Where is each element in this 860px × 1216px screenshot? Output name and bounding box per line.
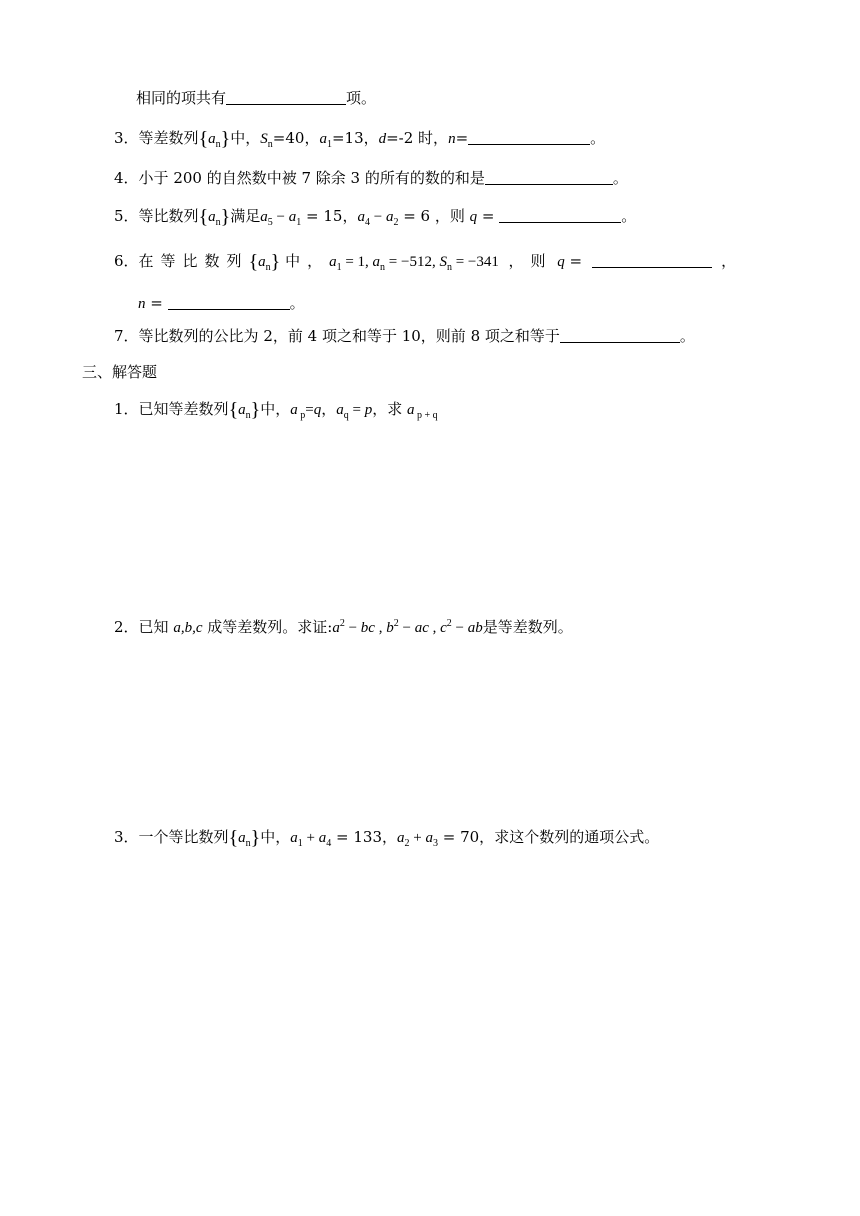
question-number: 2． bbox=[114, 618, 139, 636]
comma: ， bbox=[721, 252, 737, 270]
question-text: 一个等比数列 bbox=[138, 828, 229, 846]
answer-question-1 bbox=[114, 398, 438, 427]
fill-question-5 bbox=[114, 205, 636, 234]
question-text: ，求 bbox=[372, 400, 408, 418]
question-text: 在等比数列 bbox=[138, 252, 249, 270]
condition-expr-2: $a_4 - a_2$ bbox=[357, 209, 399, 228]
given-values: $a_1 = 1$, $a_n = -512$, $S_n = -341$ bbox=[329, 254, 499, 273]
question-text: 是等差数列。 bbox=[482, 618, 573, 636]
period: 。 bbox=[612, 169, 628, 187]
question-number: 1． bbox=[114, 400, 139, 418]
diff-symbol: d bbox=[378, 131, 387, 147]
abc-symbols: a,b,c bbox=[173, 620, 203, 636]
condition-expr-1: $a_5 - a_1$ bbox=[260, 209, 302, 228]
answer-blank[interactable] bbox=[485, 170, 613, 185]
fill-question-6 bbox=[114, 250, 736, 279]
answer-question-3 bbox=[114, 826, 659, 855]
question-text: 中， bbox=[230, 129, 261, 147]
given-expr-2: $a_2 + a_3$ bbox=[397, 830, 438, 849]
fill-question-6-cont bbox=[138, 292, 305, 315]
question-text: 成等差数列。求证: bbox=[202, 618, 333, 636]
q-symbol: q bbox=[469, 209, 478, 225]
question-number: 3． bbox=[114, 129, 139, 147]
question-text: 中， bbox=[285, 252, 330, 270]
sum-symbol: $S_n$ bbox=[260, 131, 273, 150]
period: 。 bbox=[679, 327, 695, 345]
question-text: 已知 bbox=[138, 618, 174, 636]
question-number: 4． bbox=[114, 169, 139, 187]
period: 。 bbox=[621, 207, 637, 225]
question-number: 6． bbox=[114, 252, 139, 270]
question-text: 小于 200 的自然数中被 7 除余 3 的所有的数的和是 bbox=[138, 169, 485, 187]
sequence-notation: $\{a_n\}$ bbox=[228, 827, 261, 849]
question-text: 满足 bbox=[230, 207, 261, 225]
fill-question-3 bbox=[114, 127, 605, 156]
equals: = bbox=[145, 294, 168, 312]
answer-blank[interactable] bbox=[592, 253, 712, 268]
equals: = bbox=[564, 252, 587, 270]
target-expr: a $_{p + q}$ bbox=[407, 402, 438, 421]
condition-value-1: = 15， bbox=[301, 207, 358, 225]
question-number: 7． bbox=[114, 327, 139, 345]
first-term-value: =13， bbox=[331, 129, 379, 147]
fill-question-4 bbox=[114, 167, 628, 189]
answer-blank[interactable] bbox=[226, 90, 346, 105]
n-symbol: n bbox=[448, 131, 456, 147]
question-text: 等差数列 bbox=[138, 129, 199, 147]
first-term-symbol: $a_1$ bbox=[319, 131, 332, 150]
fill-q2-continuation bbox=[136, 87, 376, 109]
answer-blank[interactable] bbox=[560, 328, 680, 343]
n-symbol: n bbox=[138, 296, 146, 312]
equals: = bbox=[455, 129, 469, 147]
proof-expr: $a^2$ − bc , $b^2$ − ac , $c^2$ − ab bbox=[332, 618, 483, 636]
question-number: 5． bbox=[114, 207, 139, 225]
answer-blank[interactable] bbox=[468, 130, 590, 145]
answer-blank[interactable] bbox=[499, 208, 621, 223]
sequence-notation: $\{a_n\}$ bbox=[198, 206, 231, 228]
fill-question-7 bbox=[114, 325, 695, 347]
question-text: 中， bbox=[260, 828, 291, 846]
question-text: 求这个数列的通项公式。 bbox=[494, 828, 660, 846]
answer-question-2 bbox=[114, 613, 573, 639]
question-text: 等比数列 bbox=[138, 207, 199, 225]
question-text: 等比数列的公比为 2，前 4 项之和等于 10，则前 8 项之和等于 bbox=[138, 327, 560, 345]
given-expr-1: $a_1 + a_4$ bbox=[290, 830, 332, 849]
given-expr: a $_p$=q，$a_q = p$ bbox=[290, 402, 373, 421]
period: 。 bbox=[590, 129, 606, 147]
sum-value: =40， bbox=[272, 129, 320, 147]
section-title-answers: 三、解答题 bbox=[82, 363, 158, 381]
sequence-notation: $\{a_n\}$ bbox=[228, 399, 261, 421]
q-symbol: q bbox=[557, 254, 565, 270]
diff-value: =-2 时， bbox=[386, 129, 449, 147]
sequence-notation: $\{a_n\}$ bbox=[198, 128, 231, 150]
period: 。 bbox=[289, 294, 305, 312]
sequence-notation: $\{a_n\}$ bbox=[248, 251, 281, 273]
answer-blank[interactable] bbox=[168, 295, 290, 310]
question-text: ，则 bbox=[508, 252, 553, 270]
equals: = bbox=[477, 207, 500, 225]
given-value-1: = 133， bbox=[331, 828, 398, 846]
continuation-text: 相同的项共有 bbox=[136, 89, 227, 107]
continuation-after: 项。 bbox=[346, 89, 377, 107]
question-text: 中， bbox=[260, 400, 291, 418]
question-number: 3． bbox=[114, 828, 139, 846]
given-value-2: = 70， bbox=[437, 828, 495, 846]
question-text: 已知等差数列 bbox=[138, 400, 229, 418]
condition-value-2: = 6 ，则 bbox=[398, 207, 470, 225]
